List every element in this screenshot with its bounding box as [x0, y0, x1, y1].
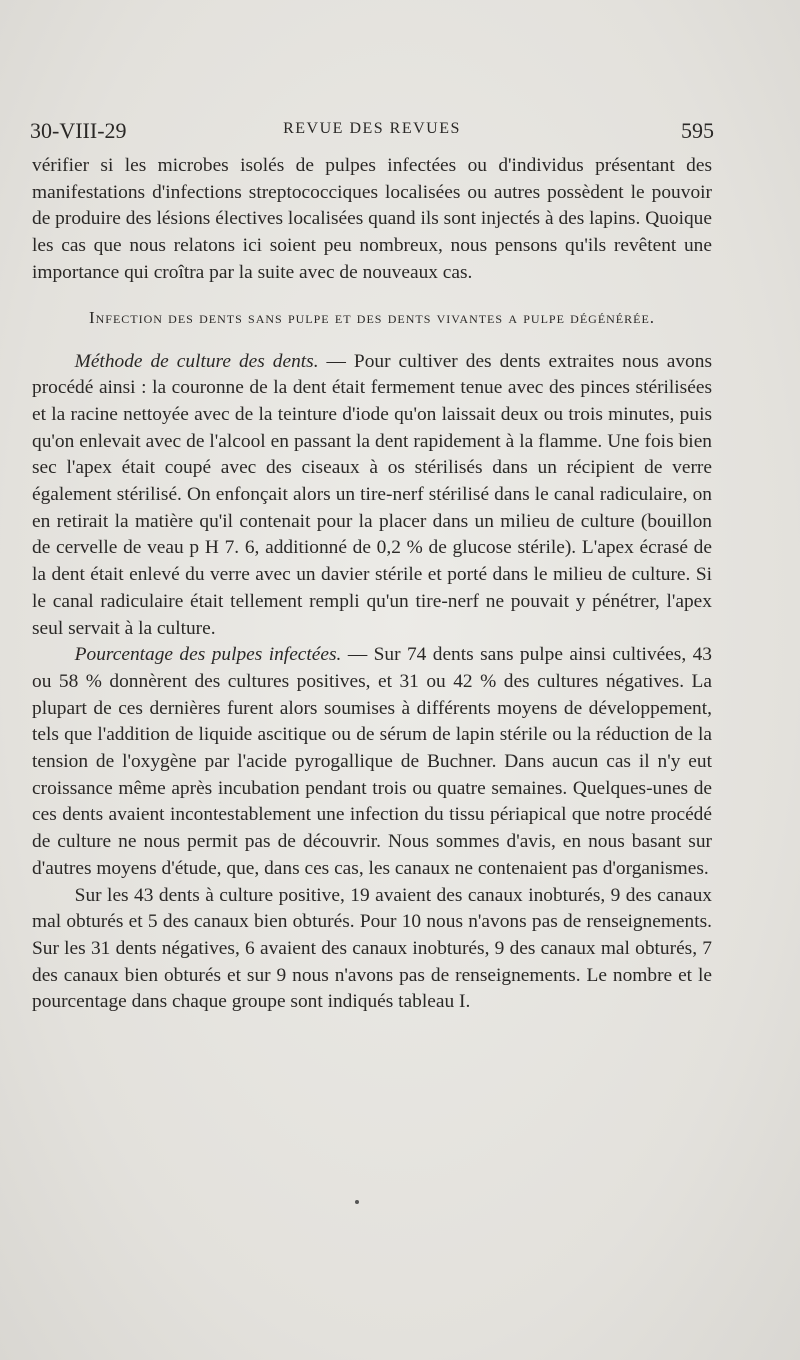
paragraph-2-body: — Pour cultiver des dents extraites nous avons procédé ainsi : la couronne de la dent était fermement tenue avec des pinces stérilisées et la racine nettoyée avec de la teinture d'iode qu'on laissait deux ou trois minutes, puis qu'on enlevait avec de l'alcool en passant la dent rapidement à la flamme. Une fois bien sec l'apex était coupé avec des ciseaux à os stérilisés dans un récipient de verre également stérilisé. On enfonçait alors un tire-nerf stérilisé dans le canal radiculaire, on en retirait la matière qu'il contenait pour la placer dans un milieu de culture (bouillon de cervelle de veau p H 7. 6, additionné de 0,2 % de glucose stérile). L'apex écrasé de la dent était enlevé du verre avec un davier stérile et porté dans le milieu de culture. Si le canal radiculaire était tellement rempli qu'un tire-nerf ne pouvait y pénétrer, l'apex seul servait à la culture. — [32, 350, 712, 639]
paragraph-3 — [32, 642, 712, 882]
paragraph-3-lead: Pourcentage des pulpes infectées. — [74, 644, 342, 666]
running-header — [30, 118, 714, 148]
paragraph-2-lead: Méthode de culture des dents. — [74, 350, 319, 372]
paragraph-2 — [32, 349, 712, 643]
ink-speck — [355, 1200, 359, 1204]
header-title: REVUE DES REVUES — [283, 120, 461, 137]
header-date: 30-VIII-29 — [30, 118, 127, 143]
body-text — [32, 153, 712, 1016]
paragraph-1: vérifier si les microbes isolés de pulpes infectées ou d'individus présentant des manifestations d'infections streptococciques localisées ou autres possèdent le pouvoir de produire des lésions électives localisées quand ils sont injectés à des lapins. Quoique les cas que nous relatons ici soient peu nombreux, nous pensons qu'ils revêtent une importance qui croîtra par la suite avec de nouveaux cas. — [32, 155, 712, 283]
paragraph-4: Sur les 43 dents à culture positive, 19 avaient des canaux inobturés, 9 des canaux mal obturés et 5 des canaux bien obturés. Pour 10 nous n'avons pas de renseignements. Sur les 31 dents négatives, 6 avaient des canaux inobturés, 9 des canaux mal obturés, 7 des canaux bien obturés et sur 9 nous n'avons pas de renseignements. Le nombre et le pourcentage dans chaque groupe sont indiqués tableau I. — [32, 884, 712, 1013]
page-number: 595 — [681, 118, 714, 143]
paragraph-3-body: — Sur 74 dents sans pulpe ainsi cultivées, 43 ou 58 % donnèrent des cultures positives, et 31 ou 42 % des cultures négatives. La plupart de ces dernières furent alors soumises à différents moyens de développement, tels que l'addition de liquide ascitique ou de sérum de lapin stérile ou la réduction de la tension de l'oxygène par l'acide pyrogallique de Buchner. Dans aucun cas il n'y eut croissance même après incubation pendant trois ou quatre semaines. Quelques-unes de ces dents avaient incontestablement une infection du tissu périapical que notre procédé de culture ne nous permit pas de découvrir. Nous sommes d'avis, en nous basant sur d'autres moyens d'étude, que, dans ces cas, les canaux ne contenaient pas d'organismes. — [32, 644, 712, 879]
section-heading: Infection des dents sans pulpe et des dents vivantes a pulpe dégénérée. — [88, 307, 656, 327]
